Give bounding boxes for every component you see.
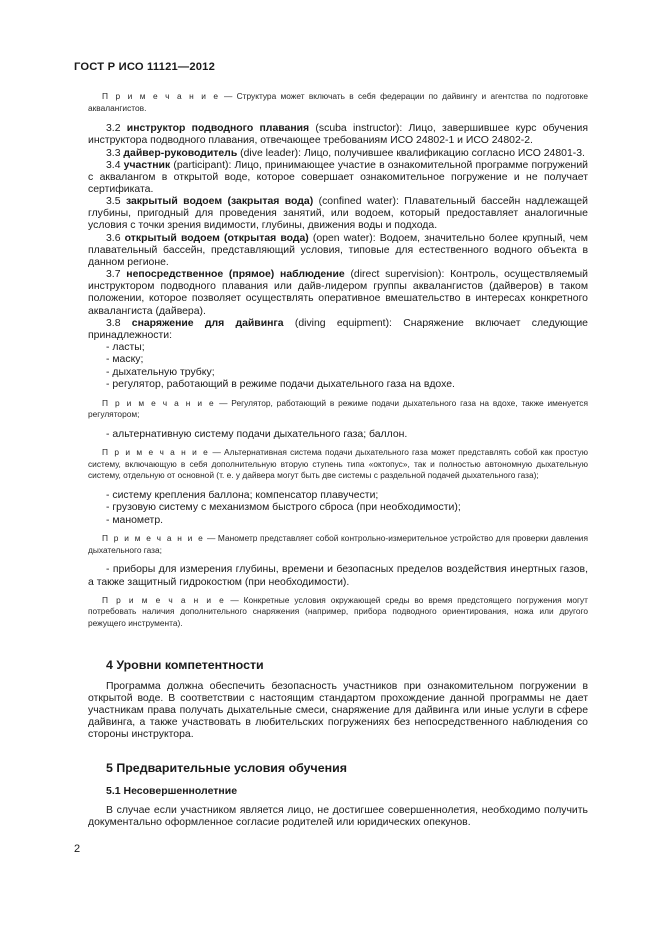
page-header: ГОСТ Р ИСО 11121—2012 bbox=[74, 61, 216, 73]
note-text: — Альтернативная система подачи дыхательного газа может представлять собой как простую систему, включающую в себя дополнительную вторую ступень типа «октопус», так и полностью автономную дыхательную систему, отдельную от основной (т. е. у дайвера могут быть две системы с раздельной подачей дыхательного газа); bbox=[88, 447, 588, 481]
page-content bbox=[88, 91, 588, 830]
term: инструктор подводного плавания bbox=[126, 123, 310, 135]
section-4-heading: 4 Уровни компетентности bbox=[106, 657, 264, 672]
list-item: - манометр. bbox=[106, 514, 164, 526]
list-item: - дыхательную трубку; bbox=[106, 366, 215, 378]
list-item: - систему крепления баллона; компенсатор плавучести; bbox=[106, 490, 379, 501]
page-number: 2 bbox=[74, 843, 81, 855]
note-text: — Регулятор, работающий в режиме подачи дыхательного газа на вдохе, также именуется регулятором; bbox=[88, 397, 589, 420]
list-item: - маску; bbox=[106, 354, 144, 366]
definition-3-7: 3.7 непосредственное (прямое) наблюдение (direct supervision): Контроль, осуществляемый инструктором подводного плавания или дайв-лидером группы аквалангистов (дайверов) в таком положении, которое позволяет осуществлять оперативное вмешательство в интересах конкретного аквалангиста (дайвера). bbox=[88, 269, 588, 317]
note-text: — Конкретные условия окружающей среды во время предстоящего погружения могут потребовать наличия дополнительного снаряжения (например, прибора подводного ориентирования, ножа или другого режущего инструмента). bbox=[88, 594, 588, 628]
note-label: П р и м е ч а н и е bbox=[102, 533, 205, 544]
note-2 bbox=[88, 398, 588, 421]
definition-3-4: 3.4 участник (participant): Лицо, принимающее участие в ознакомительной программе погружений с аквалангом в открытой воде, которое совершает ознакомительное погружение и не получает сертификата. bbox=[88, 159, 588, 195]
definition-3-6: 3.6 открытый водоем (открытая вода) (open water): Водоем, значительно более крупный, чем плавательный бассейн, представляющий условия, типовые для естественного водного объекта в данном регионе. bbox=[88, 232, 588, 268]
term: закрытый водоем (закрытая вода) bbox=[125, 196, 314, 208]
list-item: - приборы для измерения глубины, времени и безопасных пределов воздействия инертных газов, а также защитный гидрокостюм (при необходимости). bbox=[88, 564, 588, 588]
section-5-1-text: В случае если участником является лицо, не достигшее совершеннолетия, необходимо получить документально оформленное согласие родителей или юридических опекунов. bbox=[88, 805, 588, 829]
list-item: - регулятор, работающий в режиме подачи дыхательного газа на вдохе. bbox=[106, 379, 455, 391]
note-5 bbox=[88, 595, 588, 630]
note-label: П р и м е ч а н и е bbox=[102, 447, 210, 458]
note-3 bbox=[88, 447, 588, 482]
list-item: - ласты; bbox=[106, 342, 145, 353]
note-label: П р и м е ч а н и е bbox=[102, 397, 216, 408]
definition-3-2: 3.2 инструктор подводного плавания (scuba instructor): Лицо, завершившее курс обучения инструктора подводного плавания, отвечающее требованиям ИСО 24802-1 и ИСО 24802-2. bbox=[88, 123, 588, 147]
term: непосредственное (прямое) наблюдение bbox=[126, 269, 345, 281]
term: снаряжение для дайвинга bbox=[131, 317, 284, 329]
section-4-text: Программа должна обеспечить безопасность участников при ознакомительном погружении в открытой воде. В соответствии с настоящим стандартом прохождение данной программы не дает участникам права получать дыхательные смеси, снаряжение для дайвинга или иные услуги в сфере дайвинга, а также участвовать в любительских погружениях без непосредственного наблюдения со стороны инструктора. bbox=[88, 680, 588, 741]
list-item: - альтернативную систему подачи дыхательного газа; баллон. bbox=[106, 428, 408, 440]
term: открытый водоем (открытая вода) bbox=[124, 232, 309, 244]
note-1 bbox=[88, 91, 588, 114]
note-text: — Структура может включать в себя федерации по дайвингу и агентства по подготовке аквалангистов. bbox=[88, 91, 588, 113]
term: дайвер-руководитель bbox=[123, 147, 238, 159]
section-5-heading: 5 Предварительные условия обучения bbox=[106, 761, 347, 776]
note-text: — Манометр представляет собой контрольно-измерительное устройство для проверки давления дыхательного газа; bbox=[88, 533, 588, 555]
note-label: П р и м е ч а н и е bbox=[102, 594, 226, 605]
note-label: П р и м е ч а н и е bbox=[102, 91, 220, 101]
term: участник bbox=[123, 159, 171, 171]
definition-3-3: 3.3 дайвер-руководитель (dive leader): Лицо, получившее квалификацию согласно ИСО 24801-3. bbox=[106, 147, 585, 159]
subsection-5-1-heading: 5.1 Несовершеннолетние bbox=[106, 785, 238, 798]
list-item: - грузовую систему с механизмом быстрого сброса (при необходимости); bbox=[106, 502, 461, 514]
definition-3-5: 3.5 закрытый водоем (закрытая вода) (confined water): Плавательный бассейн надлежащей глубины, пригодный для проведения занятий, или водоем, который предоставляет аналогичные условия с точки зрения видимости, глубины, движения воды и подхода. bbox=[88, 196, 588, 232]
definition-3-8: 3.8 снаряжение для дайвинга (diving equipment): Снаряжение включает следующие принадлежности: bbox=[88, 317, 588, 341]
note-4 bbox=[88, 533, 588, 556]
